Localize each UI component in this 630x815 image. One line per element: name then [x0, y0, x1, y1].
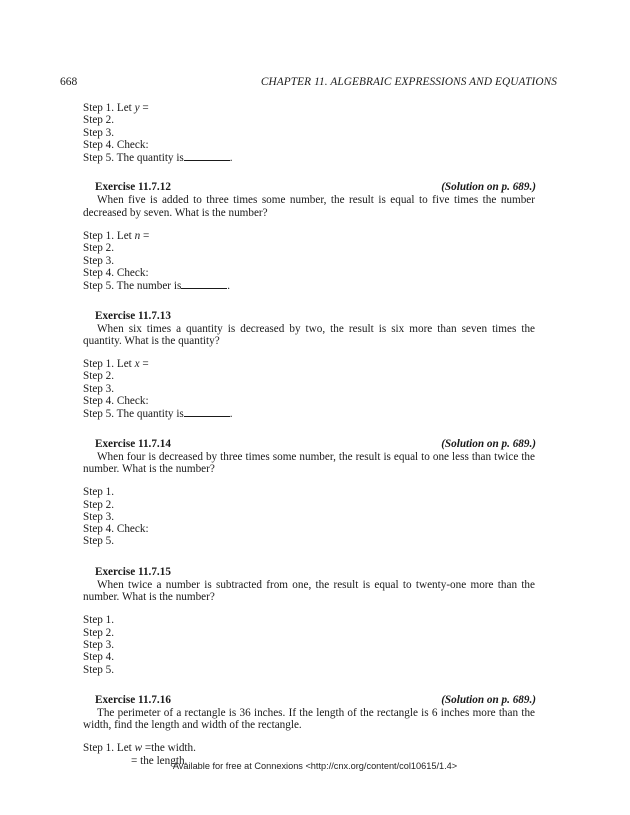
page-header	[60, 76, 557, 90]
step-3: Step 3.	[83, 510, 115, 523]
exercise-text: When six times a quantity is decreased by two, the result is six more than seven times the quantity. What is the quantity?	[83, 322, 535, 347]
exercise-text: When twice a number is subtracted from one, the result is equal to twenty-one more than the number. What is the number?	[83, 578, 535, 604]
exercise-steps	[83, 614, 536, 675]
page-content	[83, 102, 536, 767]
exercise-11-7-16	[83, 694, 536, 767]
step-2: Step 2.	[83, 242, 115, 255]
page-footer: Available for free at Connexions <http://cnx.org/content/col10615/1.4>	[172, 761, 458, 771]
chapter-title: CHAPTER 11. ALGEBRAIC EXPRESSIONS AND EQUATIONS	[260, 76, 557, 88]
solution-link[interactable]: (Solution on p. 689.)	[441, 693, 536, 706]
step-4: Step 4. Check:	[83, 266, 149, 279]
exercise-11-7-12	[83, 181, 536, 291]
exercise-heading	[95, 181, 536, 194]
step-5: Step 5.	[83, 535, 115, 548]
solution-link[interactable]: (Solution on p. 689.)	[441, 181, 536, 194]
step-5: Step 5. The number is .	[83, 280, 231, 293]
step-2: Step 2.	[83, 370, 115, 383]
step-1: Step 1. Let x =	[83, 358, 149, 371]
step-2: Step 2.	[83, 498, 115, 511]
exercise-heading	[95, 566, 536, 579]
exercise-11-7-14	[83, 438, 536, 548]
step-1-continued: = the length.	[131, 754, 188, 767]
step-4: Step 4.	[83, 651, 115, 664]
page-number: 668	[60, 76, 78, 88]
exercise-steps	[83, 358, 536, 419]
exercise-text: When five is added to three times some number, the result is equal to five times the number decreased by seven. What is the number?	[83, 194, 535, 219]
exercise-title: Exercise 11.7.16	[95, 693, 171, 706]
step-3: Step 3.	[83, 638, 115, 651]
step-4: Step 4. Check:	[83, 523, 149, 536]
step-5: Step 5. The quantity is .	[83, 408, 233, 421]
exercise-steps	[83, 486, 536, 547]
step-3: Step 3.	[83, 126, 115, 139]
step-5: Step 5. The quantity is .	[83, 152, 233, 165]
exercise-title: Exercise 11.7.12	[95, 181, 171, 194]
step-4: Step 4. Check:	[83, 395, 149, 408]
solution-link[interactable]: (Solution on p. 689.)	[441, 437, 536, 450]
step-1: Step 1. Let w =the width.	[83, 742, 196, 755]
exercise-11-7-15	[83, 566, 536, 676]
exercise-heading	[95, 310, 536, 323]
exercise-title: Exercise 11.7.15	[95, 565, 171, 578]
step-1: Step 1.	[83, 614, 115, 627]
exercise-11-7-13	[83, 310, 536, 420]
step-1: Step 1. Let y =	[83, 102, 149, 114]
exercise-heading	[95, 438, 536, 451]
step-1: Step 1. Let n =	[83, 230, 150, 243]
step-2: Step 2.	[83, 114, 115, 127]
answer-blank	[184, 151, 230, 161]
exercise-steps	[83, 230, 536, 291]
exercise-heading	[95, 694, 536, 707]
step-5: Step 5.	[83, 663, 115, 676]
step-3: Step 3.	[83, 254, 115, 267]
answer-blank	[181, 279, 227, 289]
exercise-text: When four is decreased by three times some number, the result is equal to one less than twice the number. What is the number?	[83, 450, 535, 475]
answer-blank	[184, 407, 230, 417]
step-3: Step 3.	[83, 382, 115, 395]
exercise-text: The perimeter of a rectangle is 36 inches. If the length of the rectangle is 6 inches more than the width, find the length and width of the rectangle.	[83, 706, 535, 732]
exercise-title: Exercise 11.7.14	[95, 437, 171, 450]
step-4: Step 4. Check:	[83, 138, 149, 151]
intro-steps	[83, 102, 536, 163]
step-2: Step 2.	[83, 626, 115, 639]
step-1: Step 1.	[83, 486, 115, 499]
exercise-title: Exercise 11.7.13	[95, 309, 171, 322]
